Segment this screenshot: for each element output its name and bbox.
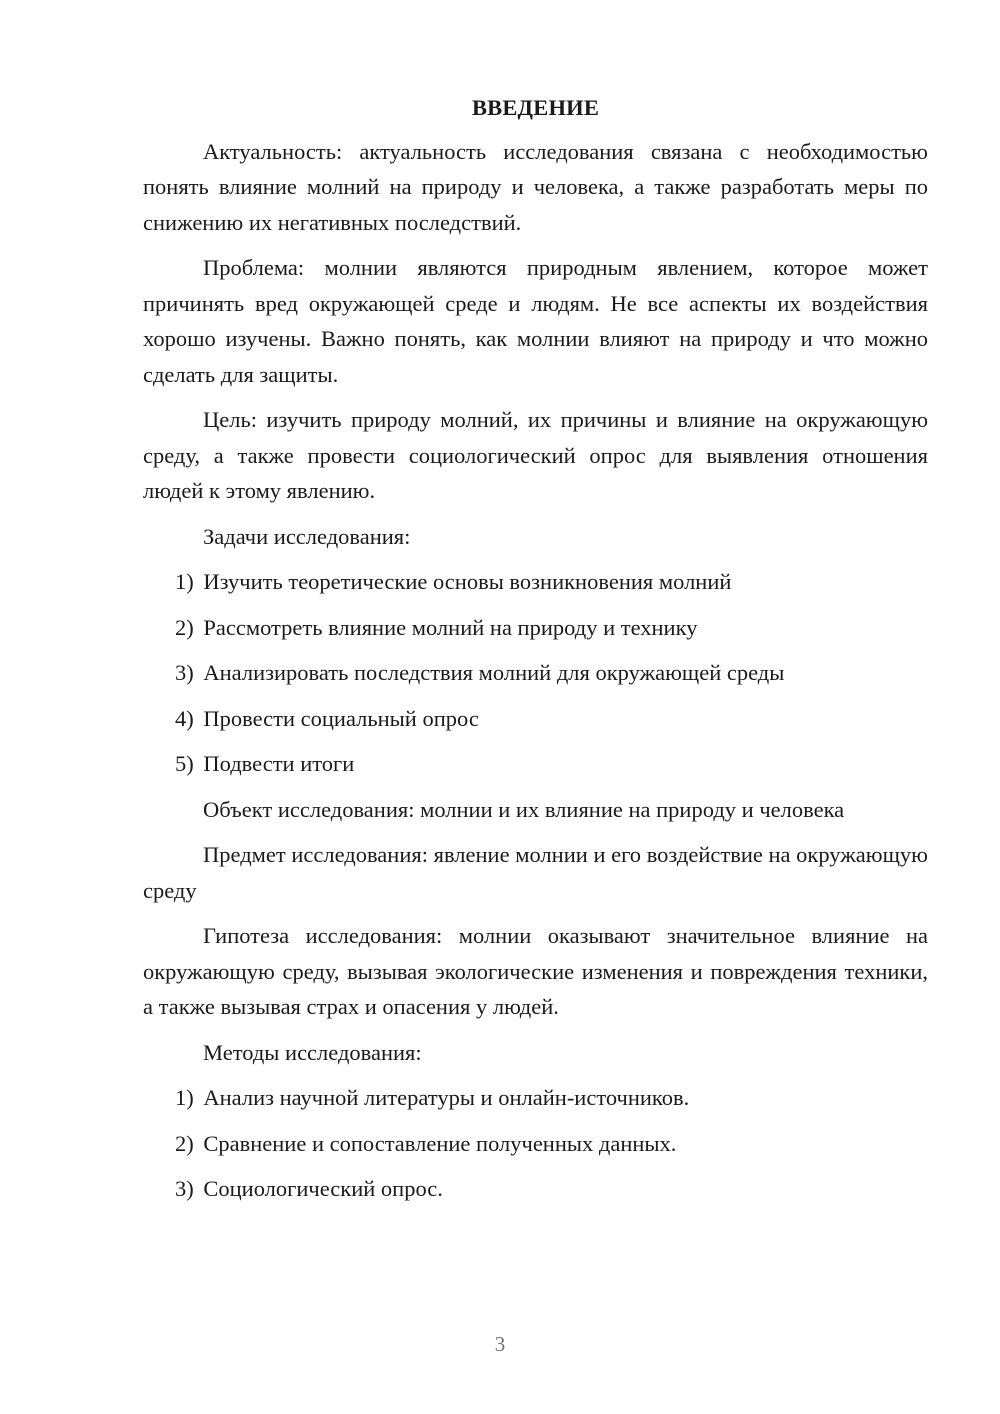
list-item <box>143 701 928 737</box>
list-item-number: 2) <box>175 1130 194 1156</box>
list-item-number: 4) <box>175 705 194 731</box>
page-title: ВВЕДЕНИЕ <box>471 95 600 120</box>
list-item-text: Сравнение и сопоставление полученных данных. <box>203 1130 677 1156</box>
list-item-number: 3) <box>175 660 194 685</box>
paragraph-problem: Проблема: молнии являются природным явлением, которое может причинять вред окружающей среде и людям. Не все аспекты их воздействия хорошо изучены. Важно понять, как молнии влияют на природу и что можно сделать для защиты. <box>143 255 928 387</box>
list-item-text: Анализ научной литературы и онлайн-источников. <box>203 1085 690 1110</box>
methods-heading: Методы исследования: <box>203 1039 422 1065</box>
list-item-text: Изучить теоретические основы возникновения молний <box>203 569 732 594</box>
paragraph-object: Объект исследования: молнии и их влияние на природу и человека <box>203 796 845 822</box>
list-item-text: Рассмотреть влияние молний на природу и технику <box>203 614 698 640</box>
list-item-text: Социологический опрос. <box>203 1176 443 1201</box>
list-item-number: 2) <box>175 614 194 640</box>
list-item-text: Анализировать последствия молний для окружающей среды <box>203 660 785 685</box>
tasks-list <box>143 564 928 782</box>
paragraph-hypothesis: Гипотеза исследования: молнии оказывают значительное влияние на окружающую среду, вызывая экологические изменения и повреждения техники, а также вызывая страх и опасения у людей. <box>143 923 928 1019</box>
list-item <box>143 746 928 782</box>
paragraph-subject: Предмет исследования: явление молнии и его воздействие на окружающую среду <box>143 842 928 903</box>
list-item-number: 3) <box>175 1176 194 1201</box>
methods-list <box>143 1080 928 1207</box>
list-item <box>143 1080 928 1116</box>
list-item-text: Подвести итоги <box>203 751 355 776</box>
document-page <box>143 90 928 1217</box>
list-item-number: 5) <box>175 751 194 776</box>
list-item-number: 1) <box>175 1085 194 1110</box>
page-number: 3 <box>494 1332 506 1356</box>
list-item <box>143 564 928 600</box>
list-item <box>143 655 928 691</box>
paragraph-goal: Цель: изучить природу молний, их причины и влияние на окружающую среду, а также провести социологический опрос для выявления отношения людей к этому явлению. <box>143 407 928 503</box>
tasks-heading: Задачи исследования: <box>203 523 411 549</box>
list-item <box>143 610 928 646</box>
list-item-text: Провести социальный опрос <box>203 705 479 731</box>
paragraph-relevance: Актуальность: актуальность исследования связана с необходимостью понять влияние молний на природу и человека, а также разработать меры по снижению их негативных последствий. <box>143 138 928 235</box>
list-item <box>143 1171 928 1207</box>
list-item-number: 1) <box>175 569 194 594</box>
list-item <box>143 1126 928 1162</box>
